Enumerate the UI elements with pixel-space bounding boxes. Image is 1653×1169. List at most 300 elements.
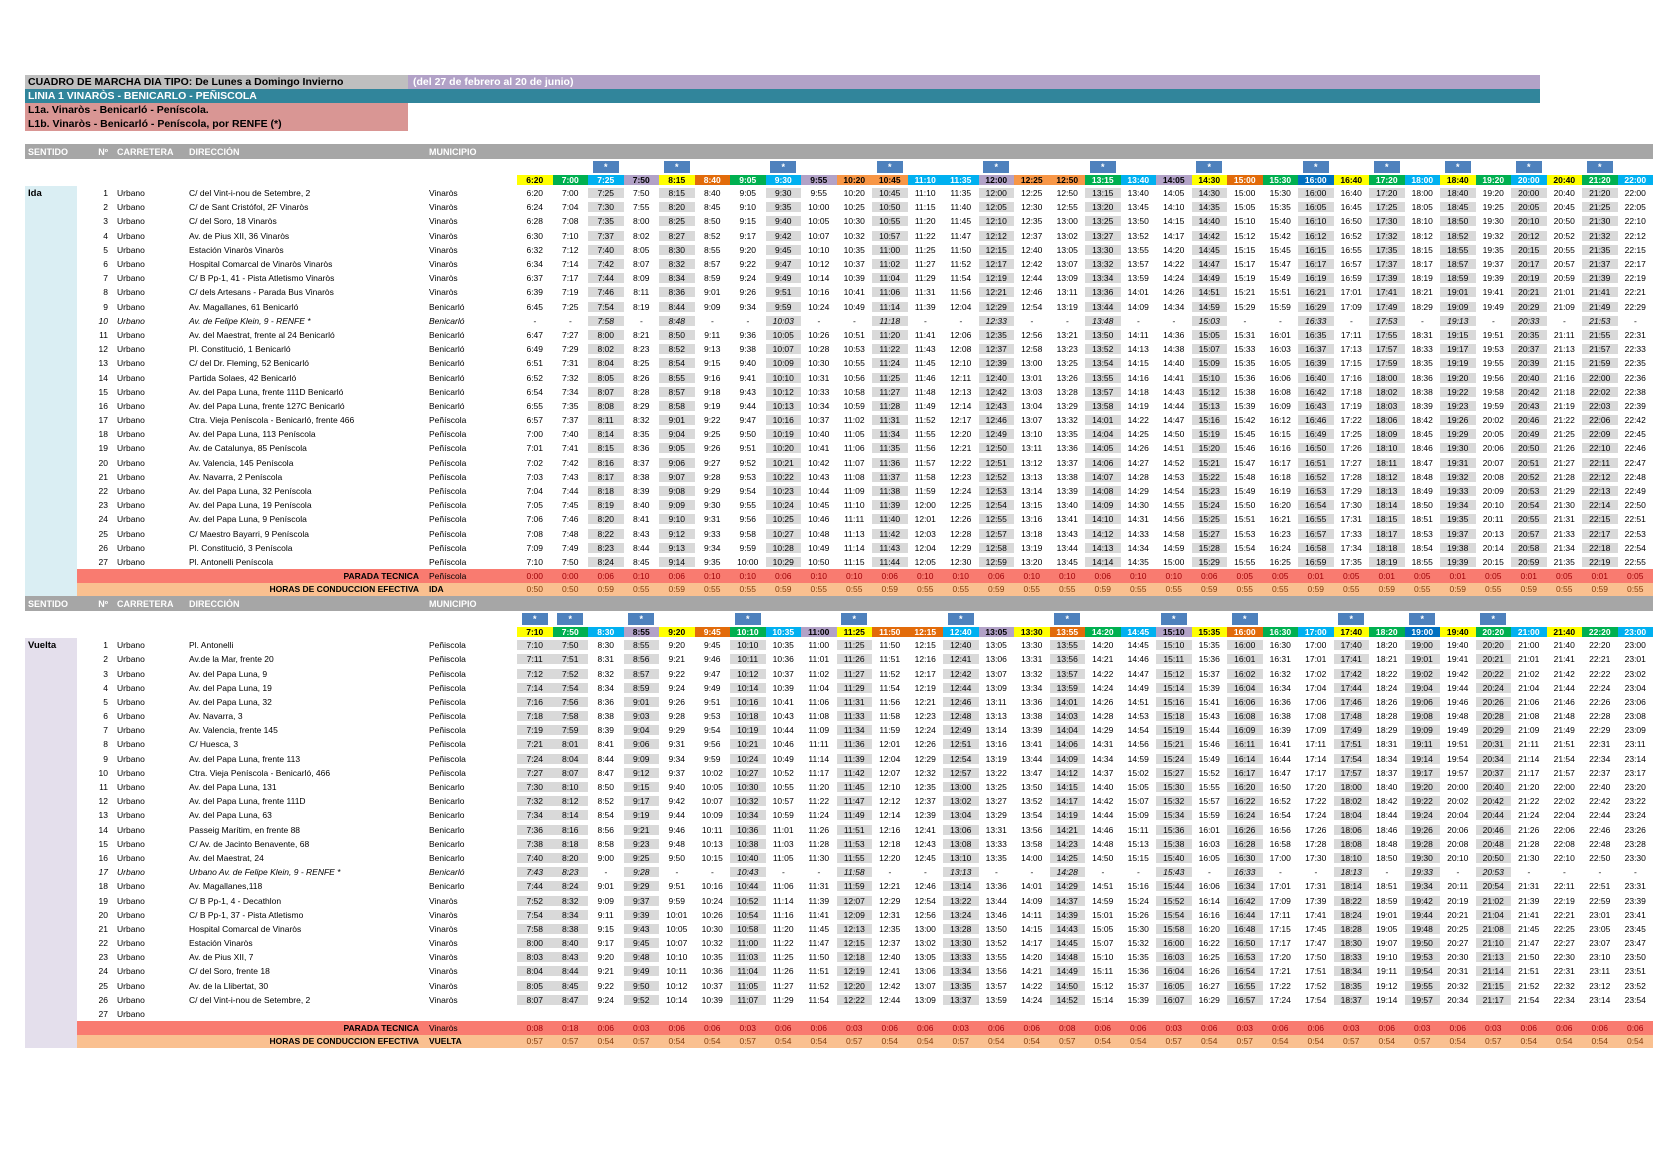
time-cell: 9:29 [703,486,721,497]
time-cell: 19:53 [1405,952,1441,962]
time-cell: 19:05 [1376,923,1398,934]
driving-hours-value: 0:54 [1378,1036,1396,1047]
time-cell: 14:31 [1092,739,1114,750]
time-cell: 10:25 [843,202,865,213]
time-cell: 21:47 [1518,938,1540,949]
time-cell: 19:39 [1440,557,1476,567]
time-cell: 12:26 [950,514,972,525]
time-cell: 15:52 [1156,896,1192,906]
time-cell: 22:10 [1553,852,1575,863]
time-cell: 13:32 [1021,668,1043,679]
time-cell: 8:34 [597,682,615,693]
time-cell: 8:43 [632,528,650,539]
time-cell: 19:54 [1405,966,1441,976]
time-cell: 20:51 [1511,458,1547,468]
time-cell: 17:15 [1340,358,1362,369]
time-cell: 6:51 [526,358,544,369]
time-cell: 21:08 [1518,711,1540,722]
time-cell: 9:42 [668,796,686,807]
departure-time-header: 20:00 [1511,175,1547,185]
time-cell: 9:33 [703,528,721,539]
time-cell: 14:45 [1127,640,1149,651]
time-cell: 11:31 [914,287,936,298]
time-cell: 16:48 [1227,924,1263,934]
stop-road-type: Urbano [117,386,145,397]
time-cell: 10:58 [843,386,865,397]
time-cell: 19:01 [1405,654,1441,664]
time-cell: 13:23 [1056,344,1078,355]
time-cell: 17:57 [1369,344,1405,354]
time-cell: 9:24 [597,994,615,1005]
time-cell: 10:54 [730,910,766,920]
time-cell: 14:11 [1127,329,1149,340]
timetable-sheet [25,75,1653,1048]
time-cell: 10:35 [843,244,865,255]
time-cell: - [568,315,572,326]
stop-number: 27 [98,556,108,567]
time-cell: 12:35 [914,782,936,793]
time-cell: 18:24 [1334,910,1370,920]
time-cell: 14:08 [1085,486,1121,496]
time-cell: 10:52 [772,767,794,778]
stop-number: 6 [103,259,108,270]
time-cell: 12:26 [914,739,936,750]
time-cell: 12:17 [979,259,1015,269]
time-cell: 10:36 [701,966,723,977]
time-cell: 10:12 [666,980,688,991]
time-cell: 20:52 [1511,472,1547,482]
time-cell: 13:55 [1127,244,1149,255]
time-cell: 18:10 [1411,216,1433,227]
time-cell: 18:40 [1376,782,1398,793]
time-cell: 14:13 [1085,543,1121,553]
time-cell: - [746,315,750,326]
stop-number: 3 [103,216,108,227]
time-cell: - [1030,867,1034,878]
time-cell: 11:47 [837,796,873,806]
time-cell: 15:14 [1092,994,1114,1005]
time-cell: 18:28 [1334,924,1370,934]
time-cell: 16:24 [1269,542,1291,553]
time-cell: 13:36 [1021,696,1043,707]
time-cell: 11:06 [808,696,830,707]
departure-time-header: 13:30 [1014,627,1050,637]
time-cell: 9:48 [668,838,686,849]
time-cell: 8:07 [553,768,589,778]
time-cell: 8:44 [632,542,650,553]
time-cell: 13:06 [943,825,979,835]
stop-number: 4 [103,682,108,693]
time-cell: 14:43 [1050,924,1086,934]
time-cell: 10:10 [808,244,830,255]
departure-time-header: 15:10 [1156,627,1192,637]
time-cell: 8:47 [553,995,589,1005]
stop-road-type: Urbano [117,415,145,426]
time-cell: 11:09 [843,486,865,497]
time-cell: 19:41 [1447,654,1469,665]
spacer [25,159,77,173]
stop-municipality: Vinaròs [429,188,458,199]
time-cell: 22:10 [1582,443,1618,453]
time-cell: 23:26 [1624,824,1646,835]
time-cell: 8:20 [659,202,695,212]
stop-number: 9 [103,753,108,764]
time-cell: 19:37 [1440,529,1476,539]
time-cell: 20:20 [1476,640,1512,650]
time-cell: 21:04 [1476,910,1512,920]
time-cell: 16:42 [1298,387,1334,397]
time-cell: 13:05 [1056,244,1078,255]
technical-stop-value: 0:06 [1200,570,1218,581]
time-cell: 17:18 [1340,386,1362,397]
time-cell: 10:24 [808,301,830,312]
time-cell: 7:42 [588,259,624,269]
time-cell: 9:05 [659,443,695,453]
time-cell: 8:07 [517,995,553,1005]
time-cell: 18:12 [1369,472,1405,482]
direction-band [25,936,77,950]
time-cell: 13:43 [1056,528,1078,539]
stop-road-type: Urbano [117,259,145,270]
time-cell: 21:31 [1518,881,1540,892]
time-cell: 8:57 [659,387,695,397]
stop-number: 11 [99,782,108,793]
time-cell: 7:50 [632,188,650,199]
time-cell: 13:52 [985,938,1007,949]
stop-number: 12 [98,796,108,807]
time-cell: 11:33 [837,711,873,721]
time-cell: 12:50 [1056,188,1078,199]
time-cell: 14:59 [1192,302,1228,312]
renfe-star-marker: * [1196,161,1222,173]
time-cell: 7:50 [553,640,589,650]
time-cell: 20:15 [1511,245,1547,255]
time-cell: 14:16 [1127,372,1149,383]
time-cell: 19:35 [1440,514,1476,524]
time-cell: 19:02 [1405,669,1441,679]
direction-band [25,922,77,936]
time-cell: 20:08 [1447,838,1469,849]
time-cell: 10:36 [772,654,794,665]
time-cell: - [1420,315,1424,326]
time-cell: 13:45 [1056,556,1078,567]
technical-stop-value: 0:01 [1307,570,1325,581]
time-cell: 8:19 [632,301,650,312]
stop-road-type: Urbano [117,696,145,707]
time-cell: 9:01 [597,881,615,892]
stop-number: 23 [98,952,108,963]
time-cell: 12:35 [979,330,1015,340]
time-cell: 8:28 [632,386,650,397]
timetable-row [25,427,1653,441]
direction-label: Vuelta [28,639,57,651]
time-cell: 8:25 [632,358,650,369]
time-cell: 11:38 [872,486,908,496]
time-cell: 9:15 [597,923,615,934]
time-cell: 15:30 [1127,923,1149,934]
time-cell: 23:00 [1624,640,1646,651]
time-cell: 15:01 [1092,909,1114,920]
time-cell: 16:03 [1198,838,1220,849]
time-cell: 15:15 [1127,852,1149,863]
stop-name-cell: Av.de la Mar, frente 20 [189,654,274,665]
time-cell: 15:37 [1198,668,1220,679]
time-cell: 19:14 [1376,994,1398,1005]
time-cell: 19:38 [1440,543,1476,553]
time-cell: 21:49 [1553,725,1575,736]
direction-band [25,681,77,695]
technical-stop-value: 0:06 [881,1022,899,1033]
time-cell: 17:33 [1340,528,1362,539]
time-cell: 19:31 [1440,458,1476,468]
time-cell: 18:24 [1376,682,1398,693]
technical-stop-value: 0:00 [561,570,579,581]
technical-stop-value: 0:03 [1484,1022,1502,1033]
time-cell: 21:06 [1518,696,1540,707]
time-cell: 13:47 [1021,767,1043,778]
time-cell: 10:59 [772,810,794,821]
time-cell: 21:30 [1582,216,1618,226]
timetable-row [25,780,1653,794]
time-cell: 11:47 [808,938,830,949]
time-cell: 19:34 [1405,881,1441,891]
time-cell: 9:44 [739,400,757,411]
time-cell: 10:41 [808,443,830,454]
stop-road-type: Urbano [117,273,145,284]
time-cell: 10:41 [843,287,865,298]
star-slot [1085,157,1121,175]
time-cell: 10:14 [666,994,688,1005]
time-cell: 12:10 [879,782,901,793]
time-cell: 9:17 [597,938,615,949]
time-cell: 10:05 [808,216,830,227]
stop-municipality: Peñíscola [429,528,467,539]
time-cell: 9:04 [624,725,660,735]
time-cell: 15:19 [1192,429,1228,439]
time-cell: 21:20 [1582,188,1618,198]
time-cell: 15:30 [1269,188,1291,199]
time-cell: 16:25 [1198,952,1220,963]
technical-stop-value: 0:05 [1342,570,1360,581]
time-cell: 13:55 [1085,373,1121,383]
time-cell: 16:44 [1227,910,1263,920]
direction-band [25,893,77,907]
time-cell: 18:06 [1369,415,1405,425]
stop-number: 25 [98,980,108,991]
stop-municipality: Peñíscola [429,457,467,468]
time-cell: 22:17 [1582,529,1618,539]
time-cell: 16:45 [1340,202,1362,213]
time-cell: 10:12 [808,259,830,270]
stop-road-type: Urbano [117,202,145,213]
driving-hours-value: 0:54 [1023,1036,1041,1047]
time-cell: 13:16 [985,739,1007,750]
time-cell: 13:02 [943,796,979,806]
time-cell: 22:20 [1589,640,1611,651]
time-cell: 11:02 [872,259,908,269]
time-cell: 13:05 [985,640,1007,651]
time-cell: 21:28 [1553,471,1575,482]
time-cell: 16:52 [1298,472,1334,482]
time-cell: 15:46 [1234,443,1256,454]
time-cell: 14:13 [1127,344,1149,355]
time-cell: 13:14 [1021,486,1043,497]
time-cell: 16:08 [1269,386,1291,397]
time-cell: 13:32 [1056,415,1078,426]
time-cell: 8:45 [703,202,721,213]
stop-number: 2 [103,202,108,213]
stop-municipality: Peñiscola [429,682,466,693]
time-cell: 9:21 [668,654,686,665]
time-cell: 12:43 [979,401,1015,411]
time-cell: 12:28 [950,528,972,539]
time-cell: 18:33 [1411,344,1433,355]
time-cell: 13:26 [1056,372,1078,383]
time-cell: 20:34 [1476,754,1512,764]
stop-name-cell: Av. Valencia, frente 145 [189,725,278,736]
time-cell: 18:51 [1411,514,1433,525]
time-cell: 17:26 [1340,443,1362,454]
departure-time-header: 10:10 [730,627,766,637]
stop-name-cell: Av. Navarra, 3 [189,711,243,722]
time-cell: 9:58 [739,528,757,539]
time-cell: 16:12 [1298,231,1334,241]
time-cell: 17:41 [1305,909,1327,920]
driving-hours-value: 0:54 [1555,1036,1573,1047]
time-cell: 12:00 [979,188,1015,198]
time-cell: 17:30 [1340,500,1362,511]
time-cell: 12:57 [943,768,979,778]
spacer [25,173,77,186]
time-cell: 18:38 [1411,386,1433,397]
time-cell: 12:06 [950,329,972,340]
stop-name-cell: Av. del Papa Luna, 32 [189,696,272,707]
time-cell: 13:09 [1056,273,1078,284]
time-cell: 8:56 [597,824,615,835]
time-cell: 10:43 [808,471,830,482]
renfe-star-marker: * [1303,161,1329,173]
time-cell: 7:35 [588,216,624,226]
driving-hours-value: 0:55 [1023,584,1041,595]
time-cell: 16:05 [1269,358,1291,369]
time-cell: - [1030,315,1034,326]
time-cell: 22:02 [1582,387,1618,397]
time-cell: 21:35 [1582,245,1618,255]
stop-name-cell: Av. de Pius XII, 36 Vinaròs [189,230,290,241]
time-cell: 22:51 [1589,881,1611,892]
time-cell: 11:06 [872,287,908,297]
direction-band [25,638,77,652]
time-cell: 20:07 [1482,457,1504,468]
time-cell: 19:55 [1482,358,1504,369]
time-cell: 20:50 [1476,853,1512,863]
time-cell: 13:56 [1050,654,1086,664]
time-cell: 9:59 [739,542,757,553]
time-cell: 7:01 [526,443,544,454]
time-cell: 15:44 [1198,725,1220,736]
time-cell: 9:37 [668,767,686,778]
time-cell: 10:37 [772,668,794,679]
stop-municipality: Peñiscola [429,640,466,651]
time-cell: 13:13 [1021,471,1043,482]
time-cell: 12:10 [979,216,1015,226]
time-cell: 8:47 [597,767,615,778]
time-cell: 17:39 [1369,273,1405,283]
time-cell: 15:54 [1234,542,1256,553]
time-cell: 19:12 [1376,980,1398,991]
time-cell: 9:22 [597,980,615,991]
time-cell: 13:00 [943,782,979,792]
stop-municipality: Vinaròs [429,994,458,1005]
time-cell: 15:34 [1156,810,1192,820]
time-cell: 11:10 [914,188,936,199]
technical-stop-row [25,569,1653,583]
time-cell: - [1349,315,1353,326]
technical-stop-value: 0:05 [1271,570,1289,581]
time-cell: 12:30 [1021,202,1043,213]
time-cell: 13:35 [985,852,1007,863]
time-cell: 23:28 [1624,838,1646,849]
time-cell: 14:51 [1092,881,1114,892]
time-cell: 7:27 [517,768,553,778]
technical-stop-value: 0:06 [1449,1022,1467,1033]
time-cell: 7:04 [526,486,544,497]
time-cell: 18:18 [1369,543,1405,553]
time-cell: 21:40 [1553,640,1575,651]
time-cell: 16:26 [1198,966,1220,977]
time-cell: 6:49 [526,344,544,355]
time-cell: 15:35 [1269,202,1291,213]
time-cell: 14:21 [1021,966,1043,977]
time-cell: 10:19 [766,429,802,439]
direction-band [25,229,77,243]
time-cell: 16:52 [1340,230,1362,241]
timetable-row [25,752,1653,766]
stop-name-cell: Av. del Maestrat, frente al 24 Benicarló [189,329,335,340]
departure-time-header: 19:40 [1440,627,1476,637]
time-cell: 11:15 [843,556,865,567]
timetable-row [25,229,1653,243]
driving-hours-value: 0:57 [739,1036,757,1047]
time-cell: - [1527,867,1531,878]
time-cell: 14:29 [1127,486,1149,497]
time-cell: 9:47 [703,668,721,679]
renfe-star-marker: * [1516,161,1542,173]
time-cell: 9:19 [703,400,721,411]
time-cell: 20:40 [1553,188,1575,199]
time-cell: - [1172,315,1176,326]
time-cell: 9:52 [624,995,660,1005]
time-cell: 12:09 [837,910,873,920]
time-cell: 13:58 [1085,401,1121,411]
time-cell: 10:16 [730,697,766,707]
time-cell: 13:12 [1021,457,1043,468]
time-cell: 14:09 [1021,895,1043,906]
timetable-row [25,441,1653,455]
time-cell: 19:44 [1447,682,1469,693]
time-cell: 10:24 [766,500,802,510]
time-cell: 19:04 [1405,683,1441,693]
driving-hours-value: 0:59 [774,584,792,595]
departure-time-header: 14:20 [1085,627,1121,637]
time-cell: 10:57 [872,231,908,241]
stop-name-cell: Estación Vinaròs [189,938,253,949]
stop-name-cell: C/ Av. de Jacinto Benavente, 68 [189,838,310,849]
stop-municipality: Peñiscola [429,696,466,707]
time-cell: 9:10 [739,202,757,213]
time-cell: 11:48 [914,386,936,397]
driving-hours-value: 0:59 [881,584,899,595]
